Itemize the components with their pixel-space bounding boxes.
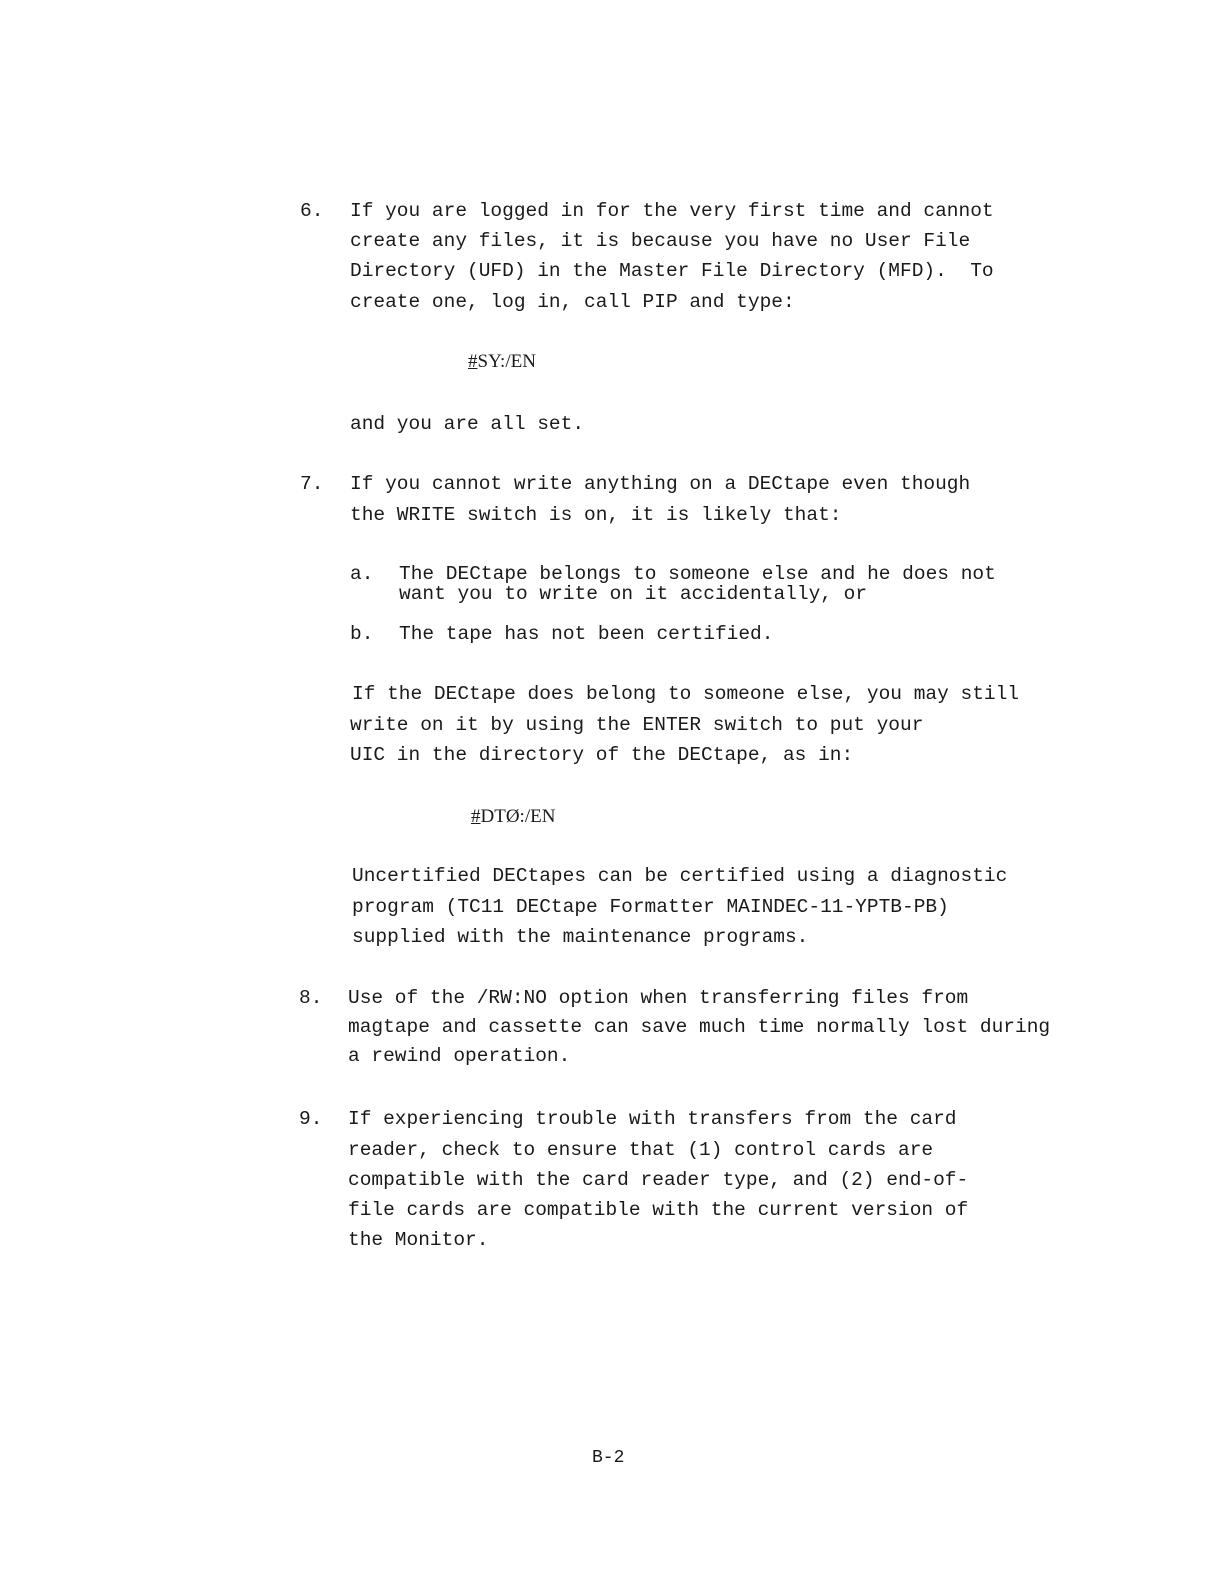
text-line: a rewind operation. (348, 1045, 571, 1067)
text-line: If you cannot write anything on a DECtape even though (350, 473, 971, 495)
command-text: SY:/EN (477, 351, 536, 372)
command-prompt: # (468, 351, 478, 372)
text-line: If the DECtape does belong to someone else, you may still (352, 683, 1020, 705)
text-line: Use of the /RW:NO option when transferring files from (348, 987, 969, 1009)
text-line: the WRITE switch is on, it is likely that: (350, 504, 842, 526)
text-line: supplied with the maintenance programs. (352, 926, 809, 948)
text-line: write on it by using the ENTER switch to put your (350, 714, 924, 736)
item-number: 9. (299, 1108, 323, 1130)
text-line: If experiencing trouble with transfers from the card (348, 1108, 957, 1130)
text-line: want you to write on it accidentally, or (399, 583, 868, 605)
text-line: create one, log in, call PIP and type: (350, 291, 795, 313)
text-line: Uncertified DECtapes can be certified using a diagnostic (352, 865, 1008, 887)
text-line: The DECtape belongs to someone else and he does not (399, 563, 996, 585)
text-line: The tape has not been certified. (399, 623, 774, 645)
text-line: file cards are compatible with the current version of (348, 1199, 969, 1221)
text-line: magtape and cassette can save much time normally lost during (348, 1016, 1051, 1038)
text-line: compatible with the card reader type, and (2) end-of- (348, 1169, 969, 1191)
text-line: Directory (UFD) in the Master File Directory (MFD). To (350, 260, 994, 282)
text-line: UIC in the directory of the DECtape, as in: (350, 744, 854, 766)
text-line: create any files, it is because you have no User File (350, 230, 971, 252)
item-number: 6. (300, 200, 324, 222)
sub-item-letter: a. (350, 563, 374, 585)
text-line: reader, check to ensure that (1) control cards are (348, 1139, 934, 1161)
command-line (468, 352, 536, 371)
text-line: and you are all set. (350, 413, 585, 435)
command-text: DTØ:/EN (480, 806, 556, 827)
item-number: 8. (299, 987, 323, 1009)
sub-item-letter: b. (350, 623, 374, 645)
text-line: program (TC11 DECtape Formatter MAINDEC-11-YPTB-PB) (352, 896, 949, 918)
text-line: If you are logged in for the very first time and cannot (350, 200, 994, 222)
item-number: 7. (300, 473, 324, 495)
page-number: B-2 (592, 1448, 625, 1468)
text-line: the Monitor. (348, 1229, 489, 1251)
command-prompt: # (471, 806, 481, 827)
command-line (471, 807, 555, 826)
